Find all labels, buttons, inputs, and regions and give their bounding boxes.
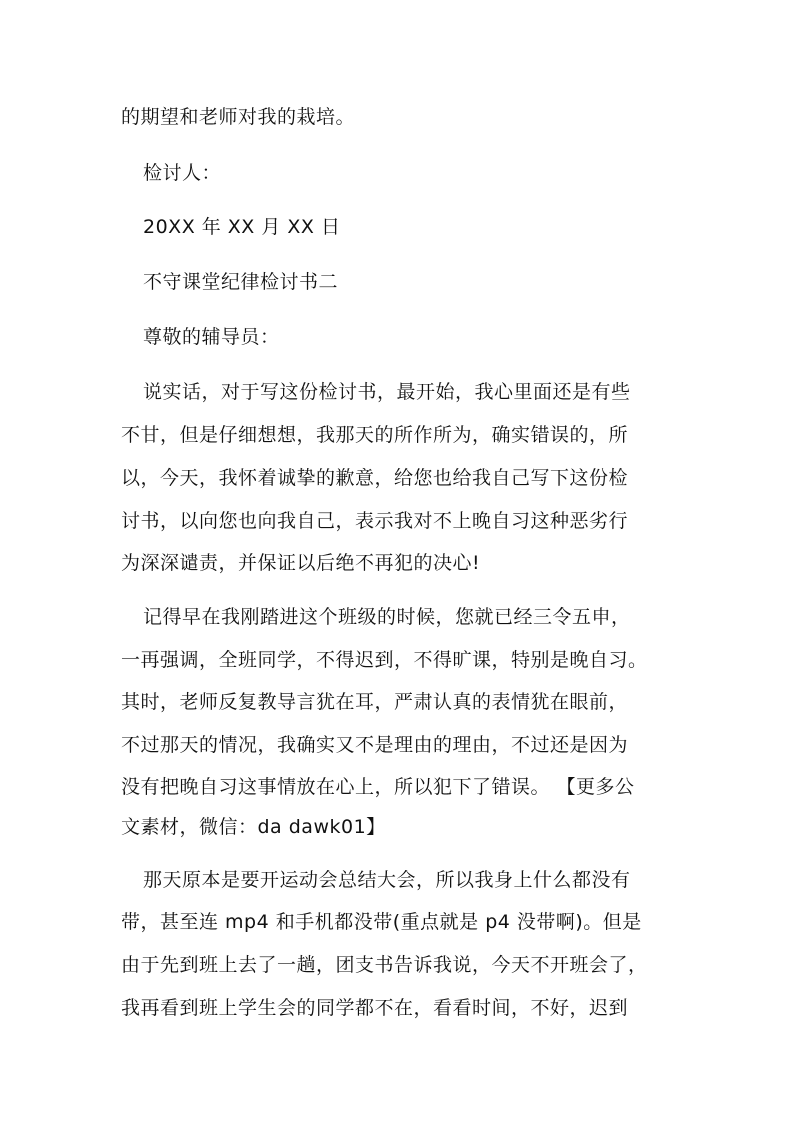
paragraph-2-line-4: 不过那天的情况，我确实又不是理由的理由，不过还是因为	[121, 734, 629, 756]
section-title: 不守课堂纪律检讨书二	[143, 271, 339, 293]
paragraph-1-line-5: 为深深谴责，并保证以后绝不再犯的决心!	[121, 552, 481, 574]
signer-label: 检讨人：	[143, 162, 222, 184]
paragraph-3-line-4: 我再看到班上学生会的同学都不在，看看时间，不好，迟到	[121, 997, 629, 1019]
paragraph-2-line-3: 其时，老师反复教导言犹在耳，严肃认真的表情犹在眼前，	[121, 691, 629, 713]
paragraph-3-line-1: 那天原本是要开运动会总结大会，所以我身上什么都没有	[143, 869, 631, 891]
paragraph-1-line-4: 讨书，以向您也向我自己，表示我对不上晚自习这种恶劣行	[121, 510, 629, 532]
paragraph-2-line-5: 没有把晚自习这事情放在心上，所以犯下了错误。 【更多公	[121, 776, 635, 798]
paragraph-3-line-3: 由于先到班上去了一趟，团支书告诉我说，今天不开班会了，	[121, 954, 648, 976]
paragraph-2-line-2: 一再强调，全班同学，不得迟到，不得旷课，特别是晚自习。	[121, 649, 648, 671]
paragraph-2-line-6: 文素材，微信：da dawk01】	[121, 816, 386, 838]
paragraph-1-line-2: 不甘，但是仔细想想，我那天的所作所为，确实错误的，所	[121, 424, 629, 446]
text-line-continuation: 的期望和老师对我的栽培。	[121, 106, 356, 128]
paragraph-3-line-2: 带，甚至连 mp4 和手机都没带(重点就是 p4 没带啊)。但是	[121, 911, 642, 933]
paragraph-2-line-1: 记得早在我刚踏进这个班级的时候，您就已经三令五申，	[143, 606, 631, 628]
paragraph-1-line-1: 说实话，对于写这份检讨书，最开始，我心里面还是有些	[143, 381, 631, 403]
paragraph-1-line-3: 以，今天，我怀着诚挚的歉意，给您也给我自己写下这份检	[121, 467, 629, 489]
salutation: 尊敬的辅导员：	[143, 326, 280, 348]
date-line: 20XX 年 XX 月 XX 日	[143, 216, 341, 238]
